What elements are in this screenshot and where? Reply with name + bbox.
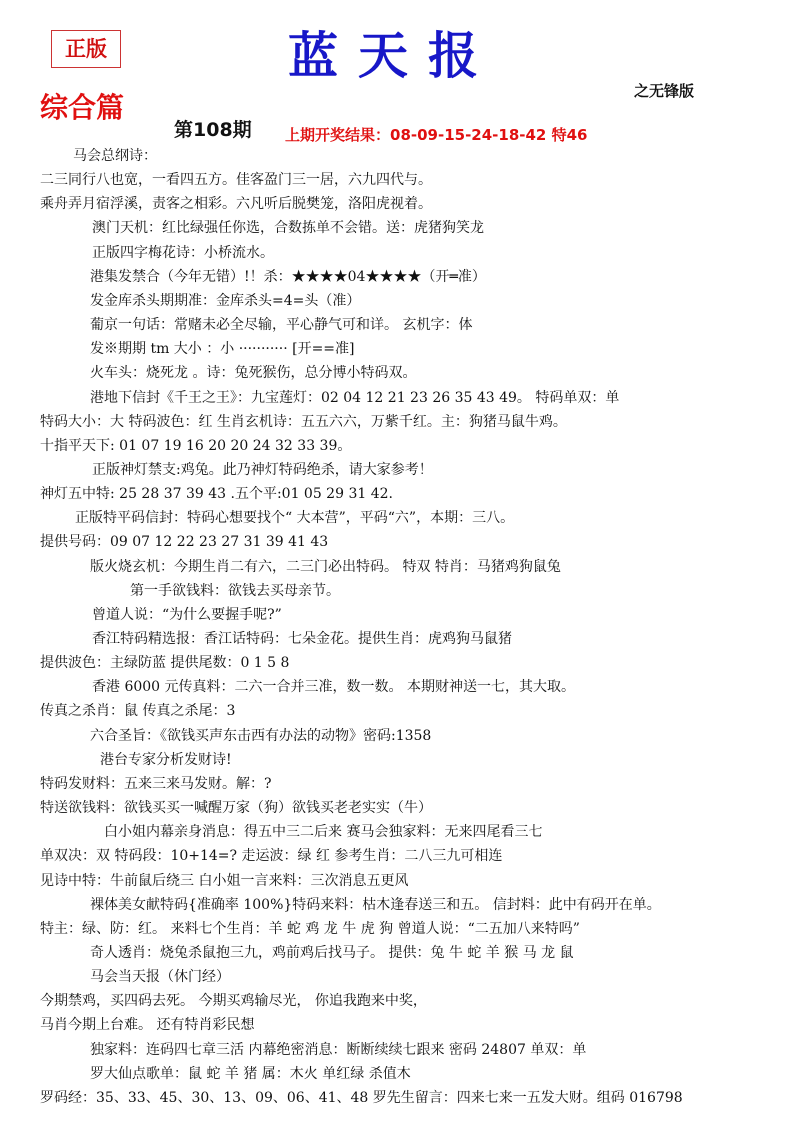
text-line: 罗码经：35、33、45、30、13、09、06、41、48 罗先生留言：四来七来一五发大财。组码 016798 [40,1089,683,1106]
text-line: 六合圣旨：《欲钱买声东击西有办法的动物》密码:1358 [90,727,432,744]
text-line: 火车头：烧死龙 。诗：兔死猴伤，总分博小特码双。 [90,365,417,382]
text-line: 马肖今期上台难。 还有特肖彩民想 [40,1017,255,1034]
text-line: 见诗中特：牛前鼠后绕三 白小姐一言来料：三次消息五更风 [40,872,409,889]
edition-badge: 正版 [51,30,121,68]
text-line: 奇人透肖：烧兔杀鼠抱三九，鸡前鸡后找马子。 提供：兔 牛 蛇 羊 猴 马 龙 鼠 [90,944,574,961]
edition-label: 之无锋版 [634,82,695,100]
text-line: 港台专家分析发财诗! [100,751,232,768]
text-line: 正版神灯禁支:鸡兔。此乃神灯特码绝杀，请大家参考！ [92,461,433,478]
text-line: 罗大仙点歌单：鼠 蛇 羊 猪 属：木火 单红绿 杀值木 [90,1065,411,1082]
text-line: 版火烧玄机：今期生肖二有六，二三门必出特码。 特双 特肖：马猪鸡狗鼠兔 [90,558,561,575]
text-line: 港地下信封《千王之王》：九宝莲灯：02 04 12 21 23 26 35 43 49。 特码单双：单 [90,389,620,406]
text-line: 乘舟弄月宿浮溪，责客之相彩。六凡听后脱樊笼，洛阳虎视着。 [40,196,432,213]
text-line: 特码发财料：五来三来马发财。解：? [40,775,272,792]
text-line: 提供号码：09 07 12 22 23 27 31 39 41 43 [40,534,329,551]
text-line: 正版特平码信封：特码心想要找个“ 大本营”，平码“六”，本期：三八。 [75,510,515,527]
text-line: 特送欲钱料：欲钱买买一喊醒万家（狗）欲钱买老老实实（牛） [40,800,432,817]
text-line: 传真之杀肖：鼠 传真之杀尾：3 [40,703,236,720]
text-line: 第一手欲钱料：欲钱去买母亲节。 [130,582,340,599]
text-line: 葡京一句话：常赌未必全尽输，平心静气可和详。 玄机字：体 [90,317,473,334]
text-line: 正版四字梅花诗：小桥流水。 [92,244,274,261]
text-line: 二三同行八也宽，一看四五方。佳客盈门三一居，六九四代与。 [40,172,432,189]
section-title: 综合篇 [40,91,125,124]
text-line: 发金库杀头期期准：金库杀头=4=头（准） [90,292,361,309]
text-line: 澳门天机：红比绿强任你选，合数拣单不会错。送：虎猪狗笑龙 [92,220,484,237]
text-line: 单双决：双 特码段：10+14=? 走运波：绿 红 参考生肖：二八三九可相连 [40,848,503,865]
text-line: 提供波色：主绿防蓝 提供尾数：0 1 5 8 [40,655,290,672]
text-line: 发※期期 tm 大小 ：小 ··········· [开==准] [90,341,355,358]
text-line: 神灯五中特: 25 28 37 39 43 .五个平:01 05 29 31 42. [40,486,393,503]
text-line: 港集发禁合（今年无错）!！杀：★★★★04★★★★（开═准） [90,268,486,285]
issue-number: 第108期 [174,119,252,141]
text-line: 马会总纲诗： [73,148,157,164]
text-line: 裸体美女献特码{准确率 100%}特码来料：枯木逢春送三和五。 信封料：此中有码开在单。 [90,896,661,913]
text-line: 白小姐内幕亲身消息：得五中三二后来 赛马会独家料：无来四尾看三七 [104,824,543,841]
text-line: 今期禁鸡，买四码去死。 今期买鸡输尽光， 你追我跑来中奖， [40,993,427,1010]
text-line: 香江特码精选报：香江话特码：七朵金花。提供生肖：虎鸡狗马鼠猪 [92,631,512,647]
text-line: 香港 6000 元传真料：二六一合并三准，数一数。 本期财神送一七，其大取。 [92,679,575,696]
text-line: 特码大小：大 特码波色：红 生肖玄机诗：五五六六，万紫千红。主：狗猪马鼠牛鸡。 [40,413,567,430]
text-line: 特主：绿、防：红。 来料七个生肖：羊 蛇 鸡 龙 牛 虎 狗 曾道人说：“二五加八来特吗” [40,920,580,937]
last-draw-result: 上期开奖结果：08-09-15-24-18-42 特46 [285,126,588,144]
text-line: 曾道人说：“为什么要握手呢?” [92,606,282,623]
text-line: 独家料：连码四七章三活 内幕绝密消息：断断续续七跟来 密码 24807 单双：单 [90,1041,587,1058]
text-line: 十指平天下: 01 07 19 16 20 20 24 32 33 39。 [40,437,352,454]
newspaper-title: 蓝天报 [288,26,498,85]
text-line: 马会当天报（休门经） [90,969,230,986]
